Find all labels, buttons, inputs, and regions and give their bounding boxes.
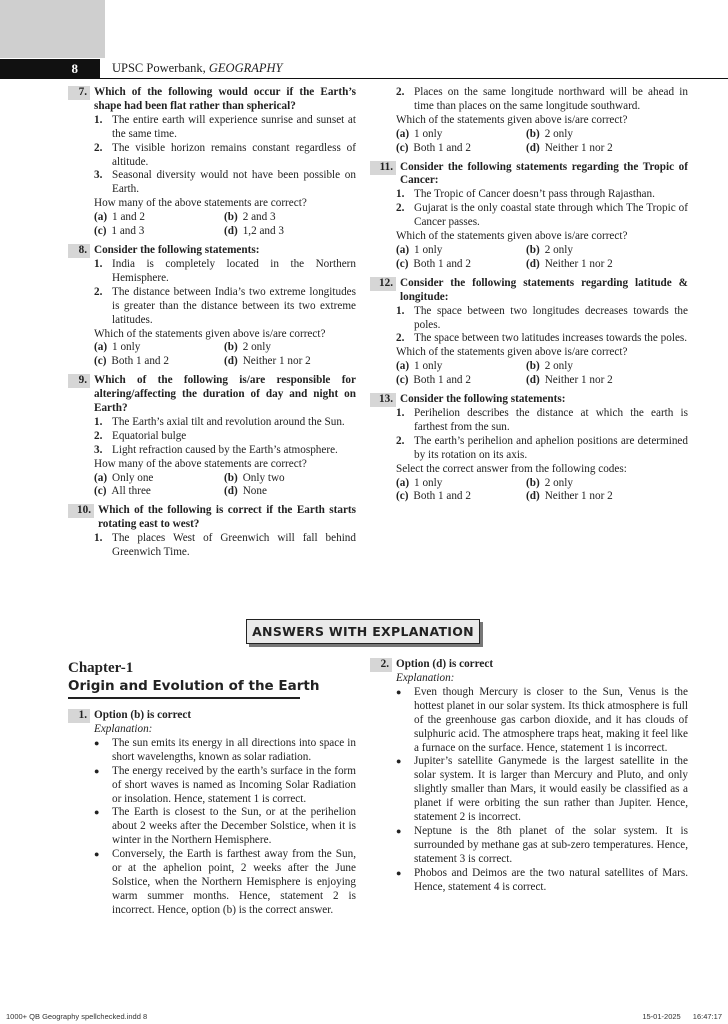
statement-number: 1. bbox=[94, 113, 103, 126]
footer-timestamp: 15-01-2025 16:47:17 bbox=[642, 1012, 722, 1021]
question-number: 13. bbox=[370, 393, 396, 407]
option-value: 2 only bbox=[544, 360, 573, 373]
question-block bbox=[68, 504, 356, 560]
question-prompt: How many of the above statements are correct? bbox=[94, 197, 307, 210]
question-text: Consider the following statements regarding latitude & longitude: bbox=[400, 276, 688, 303]
statement-number: 1. bbox=[94, 257, 103, 270]
option-value: Neither 1 nor 2 bbox=[544, 141, 613, 154]
statement bbox=[94, 430, 356, 444]
statement-number: 2. bbox=[396, 202, 405, 215]
explanation-bullet bbox=[94, 765, 356, 807]
option-key: (b) bbox=[224, 211, 238, 224]
question-header bbox=[370, 161, 688, 189]
option bbox=[94, 355, 224, 369]
question-number: 9. bbox=[68, 374, 90, 388]
answers-banner: ANSWERS WITH EXPLANATION bbox=[246, 619, 480, 644]
question-block bbox=[370, 393, 688, 504]
statement bbox=[396, 86, 688, 114]
statement-number: 2. bbox=[396, 332, 405, 345]
statement-number: 1. bbox=[396, 304, 405, 317]
options-grid bbox=[396, 477, 688, 505]
explanation-label: Explanation: bbox=[94, 723, 153, 735]
statement-number: 1. bbox=[396, 407, 405, 420]
statement-number: 3. bbox=[94, 169, 103, 182]
question-header bbox=[68, 504, 356, 532]
statement-text: Equatorial bulge bbox=[112, 429, 187, 442]
option-key: (b) bbox=[526, 127, 540, 140]
question-block bbox=[370, 86, 688, 156]
option-value: Both 1 and 2 bbox=[111, 355, 169, 368]
option bbox=[396, 258, 526, 272]
answers-right-column bbox=[370, 658, 688, 895]
option bbox=[526, 244, 688, 258]
answer-number: 2. bbox=[370, 658, 392, 672]
statement-number: 2. bbox=[396, 434, 405, 447]
question-prompt: Which of the statements given above is/are correct? bbox=[396, 230, 628, 243]
statement bbox=[94, 258, 356, 286]
footer-file-info: 1000+ QB Geography spellchecked.indd 8 bbox=[6, 1012, 148, 1021]
option bbox=[526, 374, 688, 388]
option-key: (c) bbox=[396, 490, 409, 503]
left-questions-column bbox=[68, 86, 356, 565]
option-key: (b) bbox=[224, 341, 238, 354]
option-value: 1 and 3 bbox=[111, 225, 145, 238]
option bbox=[224, 485, 356, 499]
explanation-bullet bbox=[396, 755, 688, 825]
options-grid bbox=[396, 244, 688, 272]
option-key: (c) bbox=[396, 141, 409, 154]
question-header bbox=[68, 244, 356, 258]
statement-text: Light refraction caused by the Earth’s atmosphere. bbox=[112, 443, 338, 456]
option-value: All three bbox=[111, 485, 151, 498]
option-key: (d) bbox=[526, 374, 540, 387]
statement bbox=[396, 332, 688, 346]
statement-number: 2. bbox=[94, 141, 103, 154]
question-text: Consider the following statements: bbox=[400, 393, 566, 406]
question-text: Which of the following is correct if the Earth starts rotating east to west? bbox=[98, 504, 356, 531]
option-value: Only two bbox=[242, 471, 285, 484]
page-number: 8 bbox=[0, 59, 100, 79]
option-value: None bbox=[242, 485, 267, 498]
option-key: (d) bbox=[224, 355, 238, 368]
statement-number: 3. bbox=[94, 443, 103, 456]
statement-number: 1. bbox=[94, 532, 103, 545]
options-grid bbox=[94, 341, 356, 369]
option-value: 1,2 and 3 bbox=[242, 225, 285, 238]
question-text: Consider the following statements regarding the Tropic of Cancer: bbox=[400, 160, 688, 187]
statement-text: The Earth’s axial tilt and revolution around the Sun. bbox=[112, 415, 345, 428]
option bbox=[526, 490, 688, 504]
chapter-title: Chapter-1 bbox=[68, 660, 134, 676]
bullet-text: Even though Mercury is closer to the Sun, Venus is the hottest planet in our solar system. Its thick atmosphere is full of the greenhouse gas carbon dioxide, and it has clouds of sulphuric acid. The atmosphere traps heat, making it feel like a furnace on the surface. Hence, statement 1 is incorrect. bbox=[414, 685, 688, 754]
question-prompt: Select the correct answer from the following codes: bbox=[396, 462, 627, 475]
option bbox=[396, 244, 526, 258]
question-prompt: Which of the statements given above is/are correct? bbox=[396, 346, 628, 359]
page-corner-tab bbox=[0, 0, 105, 58]
explanation-bullet bbox=[396, 686, 688, 756]
option bbox=[526, 477, 688, 491]
bullet-icon: ● bbox=[396, 825, 402, 836]
question-prompt: Which of the statements given above is/are correct? bbox=[396, 113, 628, 126]
option-value: Neither 1 nor 2 bbox=[242, 355, 311, 368]
option bbox=[224, 225, 356, 239]
options-grid bbox=[94, 472, 356, 500]
question-block bbox=[68, 244, 356, 369]
statement-text: Places on the same longitude northward will be ahead in time than places on the same longitude southward. bbox=[414, 86, 688, 112]
question-block bbox=[68, 374, 356, 499]
question-block bbox=[370, 161, 688, 272]
statement bbox=[396, 305, 688, 333]
answers-left-column bbox=[68, 709, 356, 918]
statement-number: 2. bbox=[396, 86, 405, 98]
option bbox=[396, 374, 526, 388]
option-key: (b) bbox=[526, 243, 540, 256]
question-number: 10. bbox=[68, 504, 94, 518]
option-key: (a) bbox=[396, 243, 410, 256]
option-value: Neither 1 nor 2 bbox=[544, 257, 613, 270]
option bbox=[224, 472, 356, 486]
option bbox=[396, 142, 526, 156]
option bbox=[396, 477, 526, 491]
option-key: (d) bbox=[224, 225, 238, 238]
question-header bbox=[68, 374, 356, 416]
bullet-text: Phobos and Deimos are the two natural satellites of Mars. Hence, statement 4 is correct. bbox=[414, 866, 688, 893]
question-text: Consider the following statements: bbox=[94, 243, 260, 256]
option-key: (a) bbox=[396, 127, 410, 140]
options-grid bbox=[396, 360, 688, 388]
statement bbox=[396, 435, 688, 463]
answer-option: Option (b) is correct bbox=[94, 709, 192, 721]
option-key: (a) bbox=[396, 476, 410, 489]
explanation-bullet bbox=[94, 848, 356, 918]
option-value: Both 1 and 2 bbox=[413, 141, 471, 154]
statement bbox=[396, 188, 688, 202]
statement-text: Seasonal diversity would not have been possible on Earth. bbox=[112, 169, 356, 196]
statement bbox=[396, 407, 688, 435]
answer-header bbox=[68, 709, 356, 723]
statement-text: The space between two latitudes increases towards the poles. bbox=[414, 332, 688, 345]
chapter-subtitle: Origin and Evolution of the Earth bbox=[68, 678, 320, 694]
question-number: 12. bbox=[370, 277, 396, 291]
option-key: (a) bbox=[396, 360, 410, 373]
bullet-icon: ● bbox=[396, 867, 402, 878]
statement-number: 2. bbox=[94, 429, 103, 442]
option-key: (c) bbox=[396, 257, 409, 270]
bullet-icon: ● bbox=[94, 849, 100, 860]
option-key: (c) bbox=[396, 374, 409, 387]
option-key: (c) bbox=[94, 355, 107, 368]
option-key: (c) bbox=[94, 485, 107, 498]
option bbox=[94, 225, 224, 239]
option bbox=[396, 490, 526, 504]
option bbox=[526, 360, 688, 374]
statement bbox=[94, 444, 356, 458]
option-value: 2 and 3 bbox=[242, 211, 276, 224]
running-header bbox=[112, 61, 283, 76]
option-value: 2 only bbox=[544, 127, 573, 140]
option-key: (a) bbox=[94, 211, 108, 224]
option bbox=[224, 355, 356, 369]
question-number: 7. bbox=[68, 86, 90, 100]
option-value: 1 only bbox=[414, 127, 443, 140]
bullet-icon: ● bbox=[94, 807, 100, 818]
option bbox=[224, 341, 356, 355]
option-value: Only one bbox=[112, 471, 154, 484]
option-value: 1 only bbox=[414, 360, 443, 373]
option bbox=[396, 360, 526, 374]
question-header bbox=[370, 393, 688, 407]
statement bbox=[94, 169, 356, 197]
option-key: (a) bbox=[94, 341, 108, 354]
answer-number: 1. bbox=[68, 709, 90, 723]
statement-number: 1. bbox=[94, 415, 103, 428]
option-key: (b) bbox=[526, 360, 540, 373]
option-value: Neither 1 nor 2 bbox=[544, 374, 613, 387]
statement bbox=[396, 202, 688, 230]
bullet-icon: ● bbox=[94, 737, 100, 748]
option-value: 2 only bbox=[544, 243, 573, 256]
options-grid bbox=[396, 128, 688, 156]
option-value: 1 only bbox=[112, 341, 141, 354]
question-header bbox=[68, 86, 356, 114]
option-value: 1 and 2 bbox=[112, 211, 145, 224]
question-block bbox=[68, 86, 356, 239]
option-key: (d) bbox=[526, 490, 540, 503]
question-header bbox=[370, 277, 688, 305]
explanation-label: Explanation: bbox=[396, 672, 455, 684]
header-rule bbox=[100, 78, 728, 79]
option-value: Neither 1 nor 2 bbox=[544, 490, 613, 503]
question-number: 11. bbox=[370, 161, 396, 175]
option bbox=[526, 142, 688, 156]
statement-text: The distance between India’s two extreme longitudes is greater than the distance between its two extreme latitudes. bbox=[112, 285, 356, 326]
option bbox=[526, 258, 688, 272]
question-text: Which of the following would occur if the Earth’s shape had been flat rather than spherical? bbox=[94, 86, 356, 112]
option bbox=[526, 128, 688, 142]
explanation-bullet bbox=[396, 825, 688, 867]
answer-header bbox=[370, 658, 688, 672]
statement-text: The Tropic of Cancer doesn’t pass through Rajasthan. bbox=[414, 188, 655, 201]
option-value: 1 only bbox=[414, 476, 443, 489]
question-block bbox=[370, 277, 688, 388]
statement bbox=[94, 532, 356, 560]
question-text: Which of the following is/are responsible for altering/affecting the duration of day and night on Earth? bbox=[94, 374, 356, 415]
option bbox=[94, 472, 224, 486]
bullet-text: Neptune is the 8th planet of the solar system. It is surrounded by methane gas at sub-zero temperatures. Hence, statement 3 is correct. bbox=[414, 824, 688, 865]
bullet-text: Conversely, the Earth is farthest away from the Sun, or at the aphelion point, 2 weeks after the June Solstice, when the Northern Hemisphere is enjoying warm summer months. Hence, statement 2 is incorrect. Hence, option (b) is the correct answer. bbox=[112, 848, 356, 916]
explanation-bullet bbox=[396, 867, 688, 895]
bullet-text: Jupiter’s satellite Ganymede is the largest satellite in the solar system. It is larger than Mercury and Pluto, and only slightly smaller than Mars, it would easily be classified as a planet if were orbiting the sun rather than Jupiter. Hence, statement 2 is incorrect. bbox=[414, 755, 688, 824]
option bbox=[396, 128, 526, 142]
bullet-text: The energy received by the earth’s surface in the form of short waves is named as Incoming Solar Radiation or insolation. Hence, statement 1 is correct. bbox=[112, 764, 356, 805]
option-value: Both 1 and 2 bbox=[413, 374, 471, 387]
option bbox=[224, 211, 356, 225]
chapter-rule bbox=[68, 697, 300, 699]
question-prompt: How many of the above statements are correct? bbox=[94, 457, 307, 470]
bullet-text: The Earth is closest to the Sun, or at the perihelion about 2 weeks after the December Solstice, when it is winter in the Northern Hemisphere. bbox=[112, 806, 356, 847]
subject-title: GEOGRAPHY bbox=[208, 61, 283, 75]
statement-text: Perihelion describes the distance at which the earth is farthest from the sun. bbox=[414, 407, 688, 433]
statement-text: The visible horizon remains constant regardless of altitude. bbox=[112, 141, 356, 168]
option-key: (a) bbox=[94, 471, 108, 484]
statement-text: The entire earth will experience sunrise and sunset at the same time. bbox=[112, 113, 356, 140]
question-number: 8. bbox=[68, 244, 90, 258]
option bbox=[94, 341, 224, 355]
answer-option: Option (d) is correct bbox=[396, 658, 494, 670]
option-value: 2 only bbox=[544, 476, 573, 489]
bullet-text: The sun emits its energy in all directions into space in short wavelengths, known as solar radiation. bbox=[112, 736, 356, 763]
book-title: UPSC Powerbank, bbox=[112, 61, 209, 75]
statement-number: 1. bbox=[396, 188, 405, 201]
statement bbox=[94, 416, 356, 430]
bullet-icon: ● bbox=[396, 686, 402, 697]
statement-text: The earth’s perihelion and aphelion positions are determined by its rotation on its axis. bbox=[414, 434, 688, 461]
option-key: (b) bbox=[224, 471, 238, 484]
statement-text: The space between two longitudes decreases towards the poles. bbox=[414, 304, 688, 331]
statement-number: 2. bbox=[94, 285, 103, 298]
option bbox=[94, 211, 224, 225]
option-value: 1 only bbox=[414, 243, 443, 256]
option-key: (d) bbox=[224, 485, 238, 498]
question-prompt: Which of the statements given above is/are correct? bbox=[94, 327, 326, 340]
statement bbox=[94, 142, 356, 170]
bullet-icon: ● bbox=[94, 765, 100, 776]
statement-text: India is completely located in the Northern Hemisphere. bbox=[112, 257, 356, 284]
option-key: (b) bbox=[526, 476, 540, 489]
option bbox=[94, 485, 224, 499]
statement-text: The places West of Greenwich will fall behind Greenwich Time. bbox=[112, 532, 356, 559]
option-value: 2 only bbox=[242, 341, 271, 354]
statement bbox=[94, 114, 356, 142]
statement bbox=[94, 286, 356, 328]
bullet-icon: ● bbox=[396, 756, 402, 767]
option-key: (d) bbox=[526, 257, 540, 270]
option-value: Both 1 and 2 bbox=[413, 257, 471, 270]
option-key: (d) bbox=[526, 141, 540, 154]
statement-text: Gujarat is the only coastal state through which The Tropic of Cancer passes. bbox=[414, 202, 688, 229]
right-questions-column bbox=[370, 86, 688, 509]
explanation-bullet bbox=[94, 737, 356, 765]
options-grid bbox=[94, 211, 356, 239]
option-value: Both 1 and 2 bbox=[413, 490, 471, 503]
option-key: (c) bbox=[94, 225, 107, 238]
explanation-bullet bbox=[94, 806, 356, 848]
